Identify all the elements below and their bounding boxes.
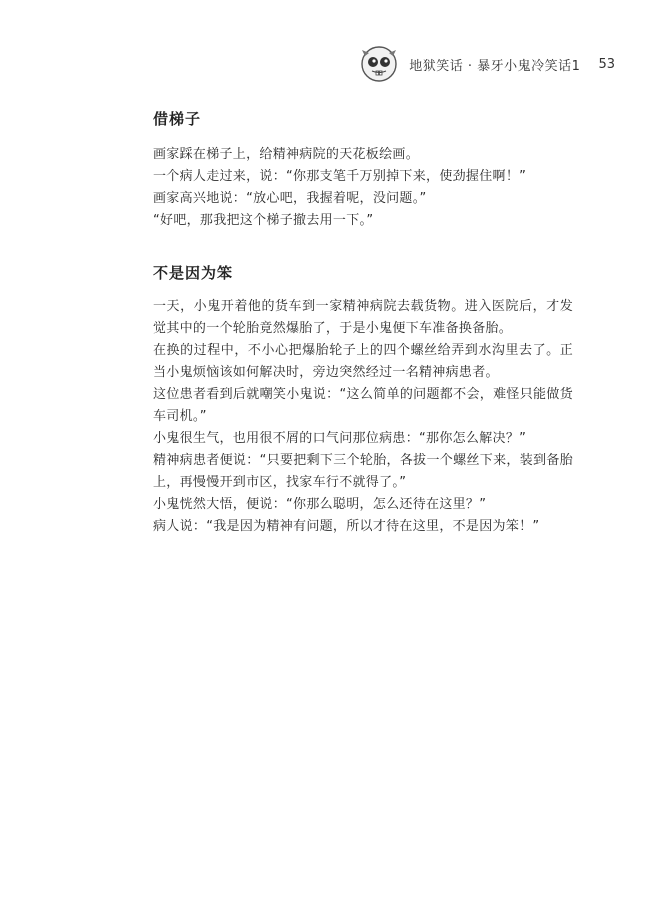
- section-not-stupid-body: [153, 296, 573, 538]
- page-number: 53: [598, 56, 615, 72]
- paragraph: 这位患者看到后就嘲笑小鬼说：“这么简单的问题都不会，难怪只能做货车司机。”: [153, 387, 573, 424]
- section-not-stupid: [153, 262, 573, 283]
- paragraph: 在换的过程中，不小心把爆胎轮子上的四个螺丝给弄到水沟里去了。正当小鬼烦恼该如何解决时，旁边突然经过一名精神病患者。: [153, 343, 573, 380]
- skull-ghost-icon: [359, 44, 399, 84]
- paragraph: 病人说：“我是因为精神有问题，所以才待在这里，不是因为笨！”: [153, 519, 540, 534]
- paragraph: 小鬼恍然大悟，便说：“你那么聪明，怎么还待在这里？”: [153, 497, 487, 512]
- page-header: [359, 44, 615, 84]
- paragraph: 一天，小鬼开着他的货车到一家精神病院去载货物。进入医院后，才发觉其中的一个轮胎竟然爆胎了，于是小鬼便下车准备换备胎。: [153, 299, 573, 336]
- section-title: 借梯子: [153, 110, 202, 128]
- section-borrow-ladder: [153, 108, 573, 129]
- section-borrow-ladder-body: [153, 144, 573, 232]
- paragraph: 精神病患者便说：“只要把剩下三个轮胎，各拔一个螺丝下来，装到备胎上，再慢慢开到市区，找家车行不就得了。”: [153, 453, 573, 490]
- section-title: 不是因为笨: [153, 264, 234, 282]
- paragraph: 小鬼很生气，也用很不屑的口气问那位病患：“那你怎么解决？”: [153, 431, 527, 446]
- paragraph: 画家踩在梯子上，给精神病院的天花板绘画。: [153, 147, 420, 162]
- paragraph: “好吧，那我把这个梯子撤去用一下。”: [153, 213, 374, 228]
- series-title: 地狱笑话 · 暴牙小鬼冷笑话1: [409, 58, 581, 74]
- paragraph: 画家高兴地说：“放心吧，我握着呢，没问题。”: [153, 191, 427, 206]
- paragraph: 一个病人走过来，说：“你那支笔千万别掉下来，使劲握住啊！”: [153, 169, 527, 184]
